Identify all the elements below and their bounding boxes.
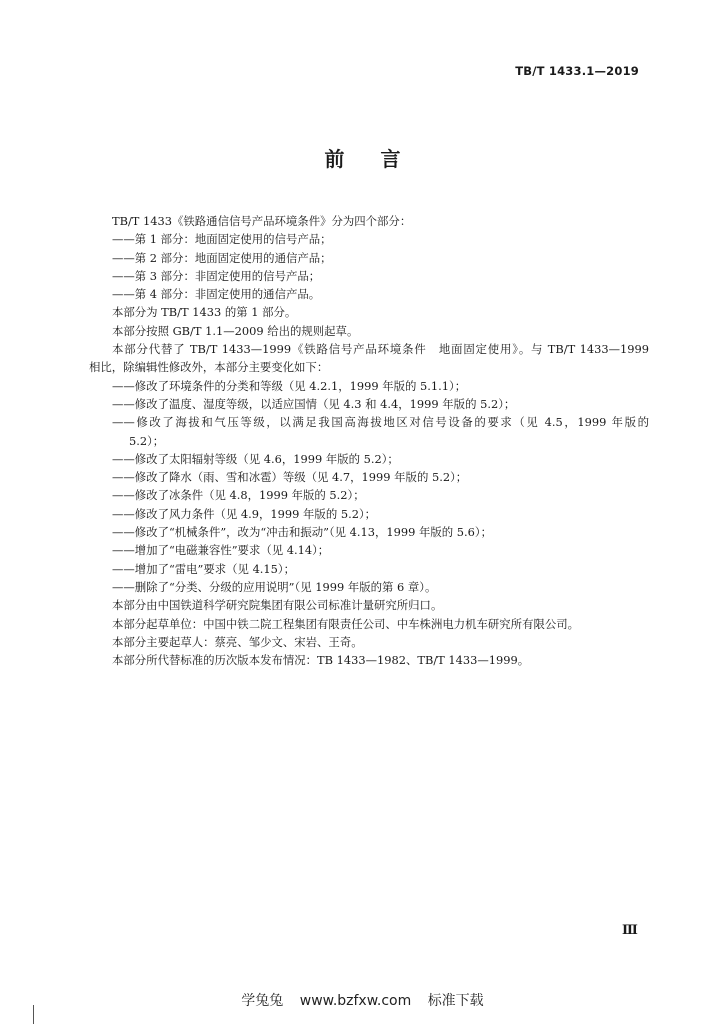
- scan-edge-mark: [33, 1005, 34, 1024]
- change-item: ——删除了“分类、分级的应用说明”（见 1999 年版的第 6 章）。: [112, 579, 437, 594]
- change-item: ——增加了“雷电”要求（见 4.15）；: [112, 561, 296, 576]
- change-item: ——修改了太阳辐射等级（见 4.6，1999 年版的 5.2）；: [112, 451, 399, 466]
- replacement-statement-cont: 相比，除编辑性修改外，本部分主要变化如下：: [89, 360, 329, 375]
- drafting-units: 本部分起草单位：中国中铁二院工程集团有限责任公司、中车株洲电力机车研究所有限公司。: [112, 616, 580, 631]
- watermark: [0, 990, 725, 1010]
- watermark-tagline: 标准下载: [427, 993, 484, 1009]
- part-list-item: ——第 3 部分：非固定使用的信号产品；: [112, 268, 321, 283]
- drafting-rules: 本部分按照 GB/T 1.1—2009 给出的规则起草。: [112, 323, 359, 338]
- change-item: ——修改了海拔和气压等级，以满足我国高海拔地区对信号设备的要求（见 4.5，1999 年版的: [112, 415, 649, 430]
- intro-paragraph: TB/T 1433《铁路通信信号产品环境条件》分为四个部分：: [112, 214, 412, 228]
- part-list-item: ——第 2 部分：地面固定使用的通信产品；: [112, 250, 332, 265]
- watermark-site-name: 学兔兔: [241, 993, 284, 1009]
- watermark-url: www.bzfxw.com: [299, 993, 412, 1009]
- document-body: [89, 212, 649, 669]
- part-list-item: ——第 1 部分：地面固定使用的信号产品；: [112, 232, 332, 247]
- change-item: ——修改了环境条件的分类和等级（见 4.2.1，1999 年版的 5.1.1）；: [112, 378, 467, 393]
- change-item: ——修改了“机械条件”，改为“冲击和振动”（见 4.13，1999 年版的 5.6）；: [112, 525, 492, 540]
- page-number: Ⅲ: [622, 923, 638, 938]
- standard-code: TB/T 1433.1—2019: [515, 64, 639, 78]
- drafters: 本部分主要起草人：蔡亮、邹少文、宋岩、王奇。: [112, 634, 363, 649]
- change-item-cont: 5.2）；: [129, 433, 165, 448]
- change-item: ——修改了温度、湿度等级，以适应国情（见 4.3 和 4.4，1999 年版的 5.2）；: [112, 396, 516, 411]
- replacement-statement: 本部分代替了 TB/T 1433—1999《铁路信号产品环境条件 地面固定使用》。与 TB/T 1433—1999: [112, 342, 649, 357]
- change-item: ——修改了冰条件（见 4.8，1999 年版的 5.2）；: [112, 488, 365, 503]
- change-item: ——修改了风力条件（见 4.9，1999 年版的 5.2）；: [112, 506, 377, 521]
- edition-history: 本部分所代替标准的历次版本发布情况：TB 1433—1982、TB/T 1433—1999。: [112, 653, 530, 668]
- part-list-item: ——第 4 部分：非固定使用的通信产品。: [112, 287, 321, 302]
- change-item: ——修改了降水（雨、雪和冰雹）等级（见 4.7，1999 年版的 5.2）；: [112, 470, 468, 485]
- part-statement: 本部分为 TB/T 1433 的第 1 部分。: [112, 305, 297, 320]
- change-item: ——增加了“电磁兼容性”要求（见 4.14）；: [112, 543, 330, 558]
- responsible-unit: 本部分由中国铁道科学研究院集团有限公司标准计量研究所归口。: [112, 598, 443, 613]
- page-title: 前言: [324, 147, 437, 171]
